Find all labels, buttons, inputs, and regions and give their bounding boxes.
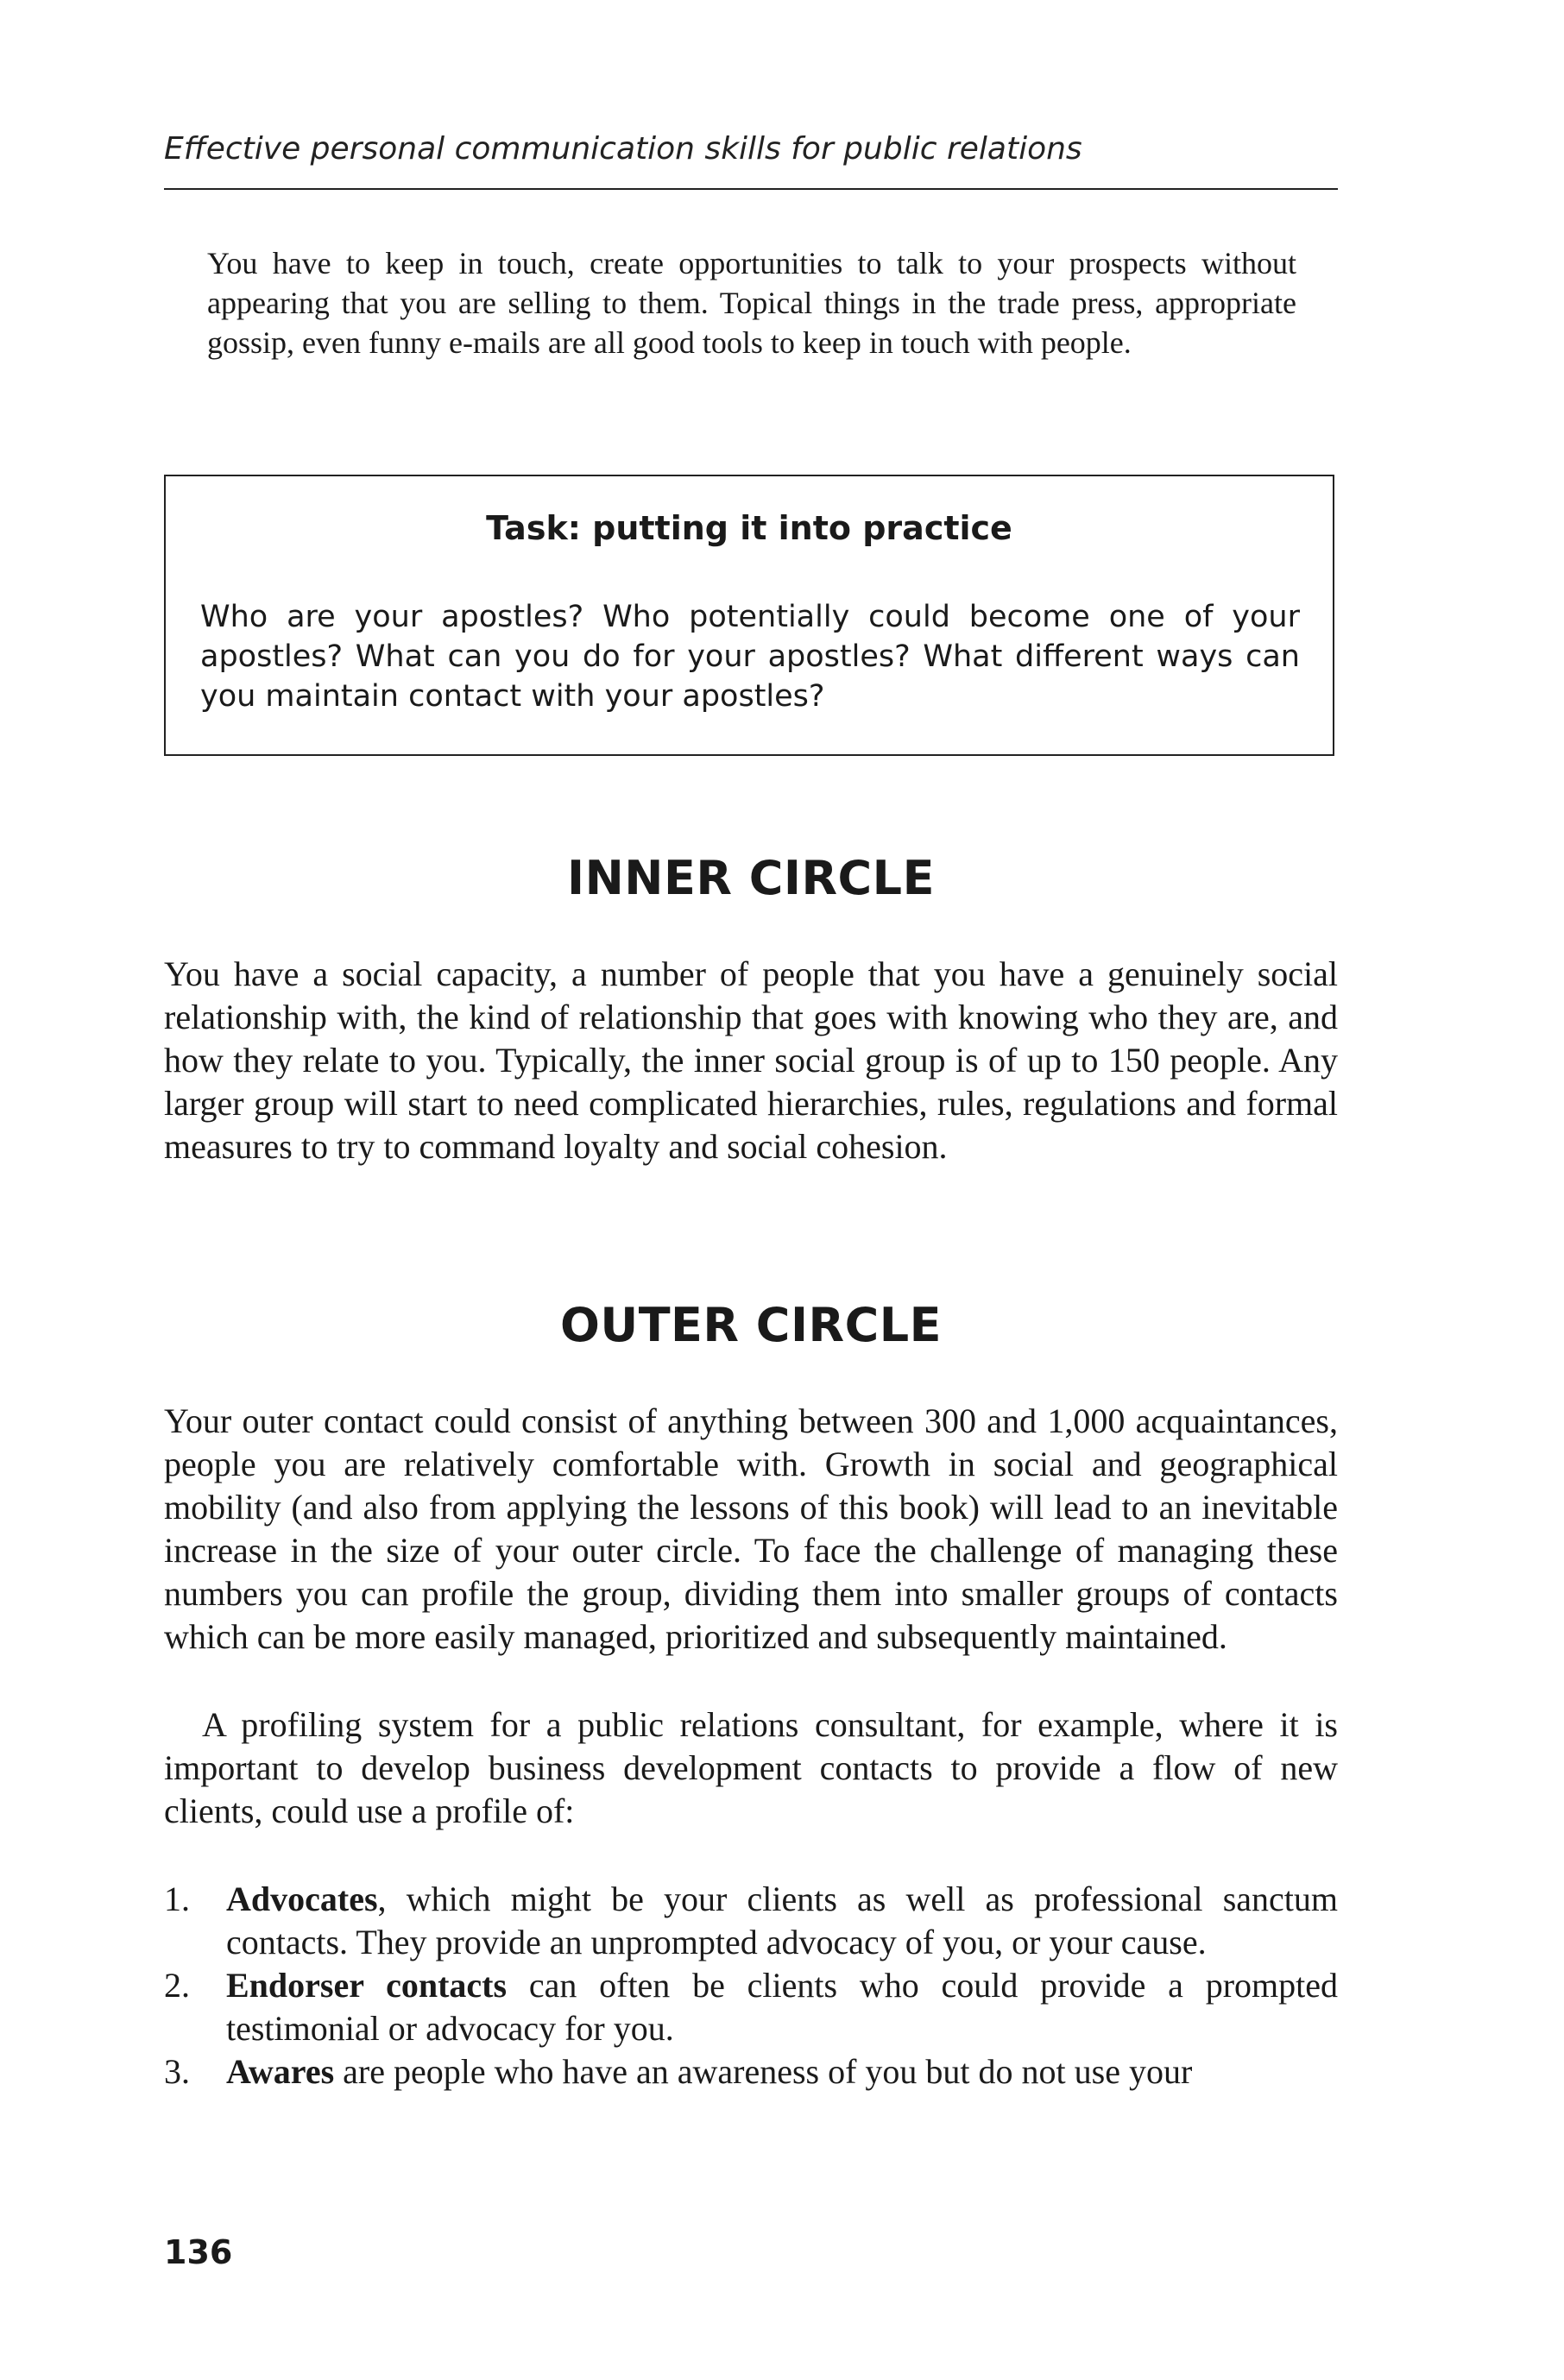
task-box — [164, 475, 1334, 756]
outer-circle-paragraph-2: A profiling system for a public relations consultant, for example, where it is important to develop business development contacts to provide a flow of new clients, could use a profile of: — [164, 1705, 1338, 1830]
inner-circle-heading: INNER CIRCLE — [567, 851, 935, 905]
header-rule — [164, 188, 1338, 190]
list-item-text — [226, 1964, 1338, 2050]
inner-circle-paragraph: You have a social capacity, a number of people that you have a genuinely social relationship with, the kind of relationship that goes with knowing who they are, and how they relate to you. Typically, the inner social group is of up to 150 people. Any larger group will start to need complicated hierarchies, rules, regulations and formal measures to try to command loyalty and social cohesion. — [164, 954, 1338, 1166]
running-head: Effective personal communication skills for public relations — [164, 131, 1082, 167]
page-number: 136 — [164, 2233, 233, 2271]
task-box-body: Who are your apostles? Who potentially could become one of your apostles? What can you do for your apostles? What different ways can you maintain contact with your apostles? — [200, 600, 1300, 714]
outer-circle-heading: OUTER CIRCLE — [559, 1298, 943, 1352]
list-term: Endorser contacts — [226, 1966, 508, 2005]
list-item-text — [226, 1878, 1338, 1964]
list-number: 3. — [164, 2052, 190, 2091]
list-term: Advocates — [226, 1879, 378, 1918]
list-item-text — [226, 2050, 1338, 2094]
list-item — [164, 1964, 1338, 2050]
list-number: 1. — [164, 1879, 190, 1918]
intro-paragraph: You have to keep in touch, create opportunities to talk to your prospects without appearing that you are selling to them. Topical things in the trade press, appropriate gossip, even funny e-mails are all good tools to keep in touch with people. — [207, 246, 1296, 360]
profile-list — [164, 1878, 1338, 2094]
list-number: 2. — [164, 1966, 190, 2005]
task-box-title: Task: putting it into practice — [486, 509, 1012, 547]
list-description: are people who have an awareness of you but do not use your — [334, 2052, 1193, 2091]
list-item — [164, 2050, 1338, 2094]
list-term: Awares — [226, 2052, 335, 2091]
outer-circle-paragraph-1: Your outer contact could consist of anything between 300 and 1,000 acquaintances, people you are relatively comfortable with. Growth in social and geographical mobility (and also from applying the lessons of this book) will lead to an inevitable increase in the size of your outer circle. To face the challenge of managing these numbers you can profile the group, dividing them into smaller groups of contacts which can be more easily managed, prioritized and subsequently maintained. — [164, 1401, 1338, 1656]
list-description: can often be clients who could provide a prompted testimonial or advocacy for you. — [226, 1966, 1338, 2048]
list-item — [164, 1878, 1338, 1964]
list-description: , which might be your clients as well as professional sanctum contacts. They provide an unprompted advocacy of you, or your cause. — [226, 1879, 1338, 1961]
